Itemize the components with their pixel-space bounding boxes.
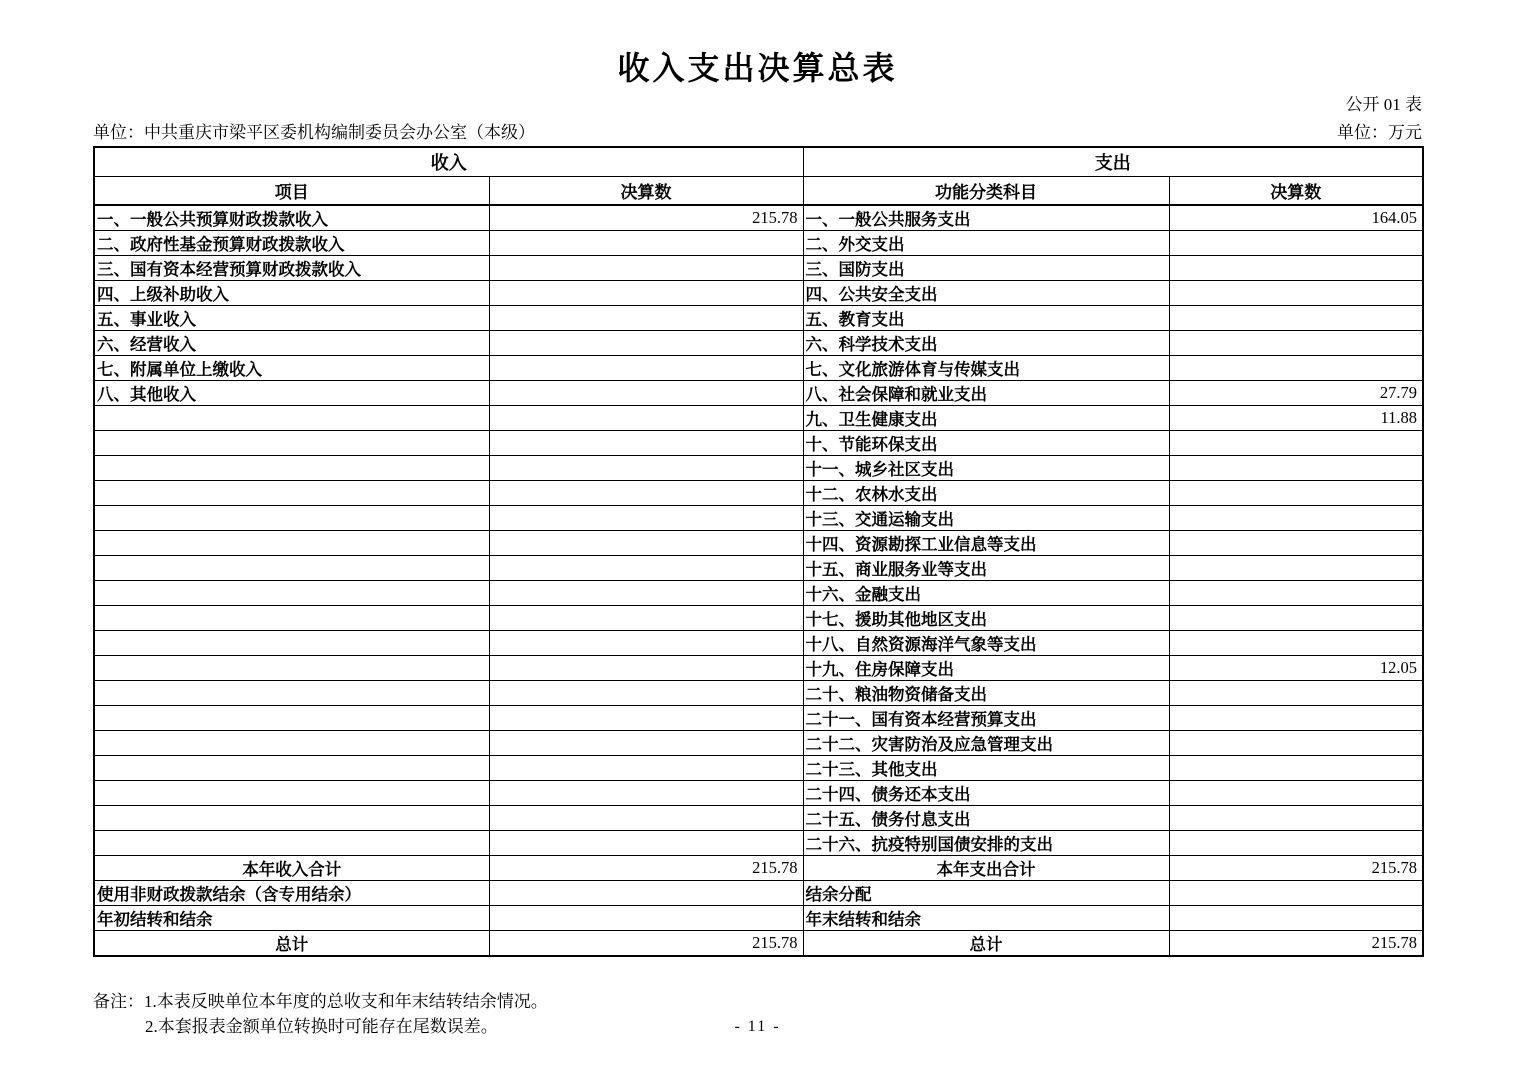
expense-value-cell: 27.79 xyxy=(1169,381,1423,406)
table-row xyxy=(94,656,1423,681)
expense-value-cell xyxy=(1169,681,1423,706)
expense-item-cell: 十三、交通运输支出 xyxy=(803,506,1169,531)
expense-item-cell: 十一、城乡社区支出 xyxy=(803,456,1169,481)
income-value-cell xyxy=(489,406,803,431)
income-item-cell xyxy=(94,656,489,681)
income-item-cell xyxy=(94,481,489,506)
expense-value-cell: 215.78 xyxy=(1169,856,1423,881)
table-row xyxy=(94,406,1423,431)
expense-item-cell: 五、教育支出 xyxy=(803,306,1169,331)
table-row xyxy=(94,531,1423,556)
table-row xyxy=(94,881,1423,906)
table-row xyxy=(94,781,1423,806)
expense-value-cell xyxy=(1169,231,1423,256)
expense-section-header: 支出 xyxy=(803,147,1423,177)
table-row xyxy=(94,706,1423,731)
income-value-cell xyxy=(489,756,803,781)
income-item-cell: 三、国有资本经营预算财政拨款收入 xyxy=(94,256,489,281)
expense-value-cell xyxy=(1169,581,1423,606)
income-expense-table xyxy=(93,146,1424,957)
expense-item-cell: 十二、农林水支出 xyxy=(803,481,1169,506)
income-item-cell xyxy=(94,706,489,731)
expense-value-cell xyxy=(1169,281,1423,306)
income-value-cell xyxy=(489,906,803,931)
column-header-expense-item: 功能分类科目 xyxy=(803,177,1169,206)
income-item-cell: 四、上级补助收入 xyxy=(94,281,489,306)
note-line-1 xyxy=(93,989,1422,1014)
income-item-cell: 本年收入合计 xyxy=(94,856,489,881)
table-row xyxy=(94,205,1423,231)
expense-value-cell: 11.88 xyxy=(1169,406,1423,431)
page-title: 收入支出决算总表 xyxy=(617,50,898,86)
expense-value-cell: 164.05 xyxy=(1169,205,1423,231)
income-item-cell xyxy=(94,431,489,456)
expense-value-cell xyxy=(1169,731,1423,756)
income-value-cell: 215.78 xyxy=(489,856,803,881)
expense-item-cell: 十五、商业服务业等支出 xyxy=(803,556,1169,581)
income-value-cell xyxy=(489,656,803,681)
table-row xyxy=(94,631,1423,656)
income-value-cell xyxy=(489,831,803,856)
income-value-cell xyxy=(489,781,803,806)
income-item-cell xyxy=(94,731,489,756)
table-row xyxy=(94,931,1423,957)
column-header-expense-value: 决算数 xyxy=(1169,177,1423,206)
expense-value-cell: 215.78 xyxy=(1169,931,1423,957)
table-row xyxy=(94,906,1423,931)
income-value-cell xyxy=(489,381,803,406)
expense-item-cell: 十、节能环保支出 xyxy=(803,431,1169,456)
income-item-cell xyxy=(94,806,489,831)
income-value-cell xyxy=(489,806,803,831)
unit-line xyxy=(93,118,1422,146)
income-value-cell xyxy=(489,231,803,256)
income-value-cell xyxy=(489,706,803,731)
income-item-cell xyxy=(94,781,489,806)
expense-value-cell xyxy=(1169,631,1423,656)
income-value-cell xyxy=(489,256,803,281)
expense-item-cell: 总计 xyxy=(803,931,1169,957)
income-value-cell xyxy=(489,356,803,381)
column-header-income-item: 项目 xyxy=(94,177,489,206)
income-item-cell xyxy=(94,506,489,531)
table-row xyxy=(94,581,1423,606)
expense-value-cell xyxy=(1169,481,1423,506)
income-value-cell xyxy=(489,456,803,481)
expense-value-cell xyxy=(1169,831,1423,856)
table-row xyxy=(94,606,1423,631)
income-item-cell: 五、事业收入 xyxy=(94,306,489,331)
expense-value-cell xyxy=(1169,356,1423,381)
income-value-cell xyxy=(489,681,803,706)
expense-item-cell: 十七、援助其他地区支出 xyxy=(803,606,1169,631)
notes-label: 备注： xyxy=(93,992,144,1011)
income-value-cell xyxy=(489,481,803,506)
income-item-cell: 一、一般公共预算财政拨款收入 xyxy=(94,205,489,231)
section-header-row xyxy=(94,147,1423,177)
expense-value-cell xyxy=(1169,806,1423,831)
expense-item-cell: 十八、自然资源海洋气象等支出 xyxy=(803,631,1169,656)
income-item-cell xyxy=(94,531,489,556)
table-row xyxy=(94,506,1423,531)
note-line-2: 2.本套报表金额单位转换时可能存在尾数误差。 xyxy=(145,1017,498,1036)
expense-value-cell xyxy=(1169,456,1423,481)
expense-value-cell xyxy=(1169,906,1423,931)
expense-value-cell xyxy=(1169,331,1423,356)
income-section-header: 收入 xyxy=(94,147,803,177)
expense-item-cell: 二十一、国有资本经营预算支出 xyxy=(803,706,1169,731)
expense-value-cell xyxy=(1169,531,1423,556)
table-row xyxy=(94,556,1423,581)
expense-value-cell xyxy=(1169,556,1423,581)
income-value-cell xyxy=(489,606,803,631)
income-item-cell: 总计 xyxy=(94,931,489,957)
income-value-cell xyxy=(489,881,803,906)
expense-item-cell: 年末结转和结余 xyxy=(803,906,1169,931)
expense-item-cell: 二十四、债务还本支出 xyxy=(803,781,1169,806)
income-value-cell xyxy=(489,556,803,581)
expense-value-cell xyxy=(1169,756,1423,781)
income-value-cell xyxy=(489,331,803,356)
expense-item-cell: 二、外交支出 xyxy=(803,231,1169,256)
expense-value-cell xyxy=(1169,781,1423,806)
income-item-cell xyxy=(94,456,489,481)
table-row xyxy=(94,281,1423,306)
table-row xyxy=(94,381,1423,406)
table-row xyxy=(94,481,1423,506)
expense-item-cell: 本年支出合计 xyxy=(803,856,1169,881)
income-value-cell xyxy=(489,431,803,456)
note-text-1: 1.本表反映单位本年度的总收支和年末结转结余情况。 xyxy=(144,992,548,1011)
income-item-cell xyxy=(94,756,489,781)
expense-value-cell xyxy=(1169,306,1423,331)
table-row xyxy=(94,756,1423,781)
table-row xyxy=(94,806,1423,831)
expense-item-cell: 一、一般公共服务支出 xyxy=(803,205,1169,231)
expense-item-cell: 十四、资源勘探工业信息等支出 xyxy=(803,531,1169,556)
expense-item-cell: 二十三、其他支出 xyxy=(803,756,1169,781)
income-item-cell xyxy=(94,606,489,631)
income-value-cell xyxy=(489,531,803,556)
income-item-cell: 二、政府性基金预算财政拨款收入 xyxy=(94,231,489,256)
income-value-cell xyxy=(489,281,803,306)
unit-money-label: 单位：万元 xyxy=(1337,123,1422,142)
expense-value-cell xyxy=(1169,256,1423,281)
income-item-cell xyxy=(94,831,489,856)
table-row xyxy=(94,331,1423,356)
expense-item-cell: 三、国防支出 xyxy=(803,256,1169,281)
expense-item-cell: 二十六、抗疫特别国债安排的支出 xyxy=(803,831,1169,856)
expense-item-cell: 四、公共安全支出 xyxy=(803,281,1169,306)
income-item-cell xyxy=(94,581,489,606)
income-item-cell: 六、经营收入 xyxy=(94,331,489,356)
income-item-cell: 七、附属单位上缴收入 xyxy=(94,356,489,381)
table-body xyxy=(94,205,1423,956)
table-code: 公开 01 表 xyxy=(1345,95,1422,114)
column-header-row xyxy=(94,177,1423,206)
table-row xyxy=(94,356,1423,381)
income-value-cell: 215.78 xyxy=(489,205,803,231)
income-value-cell xyxy=(489,631,803,656)
expense-value-cell xyxy=(1169,431,1423,456)
expense-value-cell xyxy=(1169,881,1423,906)
income-value-cell xyxy=(489,731,803,756)
income-item-cell xyxy=(94,681,489,706)
expense-value-cell xyxy=(1169,606,1423,631)
table-row xyxy=(94,431,1423,456)
income-item-cell: 使用非财政拨款结余（含专用结余） xyxy=(94,881,489,906)
table-row xyxy=(94,256,1423,281)
table-row xyxy=(94,856,1423,881)
expense-item-cell: 六、科学技术支出 xyxy=(803,331,1169,356)
expense-value-cell: 12.05 xyxy=(1169,656,1423,681)
table-row xyxy=(94,831,1423,856)
income-item-cell: 八、其他收入 xyxy=(94,381,489,406)
expense-value-cell xyxy=(1169,506,1423,531)
income-item-cell: 年初结转和结余 xyxy=(94,906,489,931)
expense-item-cell: 十六、金融支出 xyxy=(803,581,1169,606)
income-value-cell: 215.78 xyxy=(489,931,803,957)
expense-item-cell: 二十五、债务付息支出 xyxy=(803,806,1169,831)
table-row xyxy=(94,681,1423,706)
income-item-cell xyxy=(94,556,489,581)
income-value-cell xyxy=(489,581,803,606)
expense-item-cell: 结余分配 xyxy=(803,881,1169,906)
income-item-cell xyxy=(94,406,489,431)
income-value-cell xyxy=(489,306,803,331)
table-row xyxy=(94,306,1423,331)
expense-item-cell: 十九、住房保障支出 xyxy=(803,656,1169,681)
page-number: - 11 - xyxy=(734,1018,781,1035)
expense-item-cell: 九、卫生健康支出 xyxy=(803,406,1169,431)
table-row xyxy=(94,456,1423,481)
expense-value-cell xyxy=(1169,706,1423,731)
expense-item-cell: 七、文化旅游体育与传媒支出 xyxy=(803,356,1169,381)
expense-item-cell: 二十、粮油物资储备支出 xyxy=(803,681,1169,706)
table-row xyxy=(94,231,1423,256)
expense-item-cell: 二十二、灾害防治及应急管理支出 xyxy=(803,731,1169,756)
unit-org-label: 单位：中共重庆市梁平区委机构编制委员会办公室（本级） xyxy=(93,123,535,142)
column-header-income-value: 决算数 xyxy=(489,177,803,206)
income-value-cell xyxy=(489,506,803,531)
expense-item-cell: 八、社会保障和就业支出 xyxy=(803,381,1169,406)
table-row xyxy=(94,731,1423,756)
income-item-cell xyxy=(94,631,489,656)
